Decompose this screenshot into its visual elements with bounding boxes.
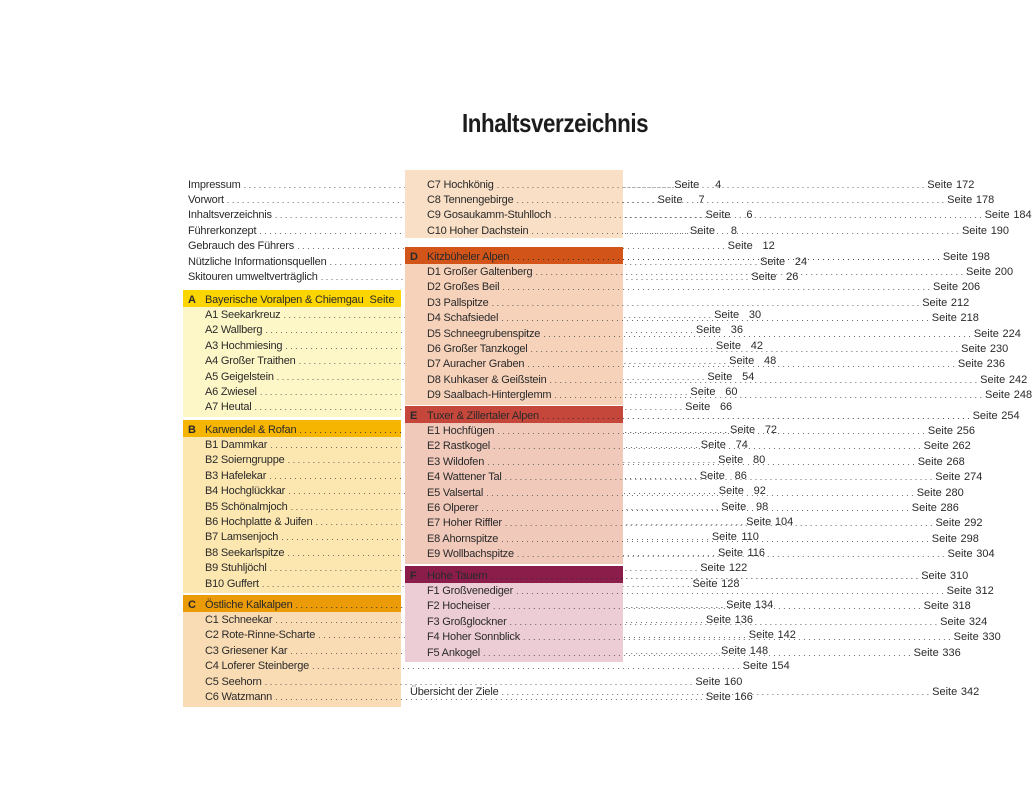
entry-title: A1 Seekarkreuz	[205, 308, 281, 321]
entry-title: Skitouren umweltverträglich	[188, 270, 318, 283]
page-word: Seite	[932, 281, 959, 294]
entry-title: Tuxer & Zillertaler Alpen	[427, 409, 539, 422]
entry-title: E2 Rastkogel	[427, 440, 491, 453]
page-number: 324	[968, 615, 988, 628]
entry-title: F3 Großglockner	[427, 615, 507, 628]
page-number: 336	[942, 646, 961, 659]
page-word: Seite	[718, 454, 744, 467]
section-code: C	[188, 598, 196, 611]
entry-title: E8 Ahornspitze	[427, 532, 499, 545]
entry-title: A4 Großer Traithen	[205, 355, 296, 368]
page-number: 172	[956, 178, 975, 191]
page-word: Seite	[931, 312, 957, 325]
section-code: D	[410, 250, 418, 263]
page-number: 330	[982, 631, 1001, 644]
entry-title: C3 Griesener Kar	[205, 644, 288, 657]
dot-leader	[502, 686, 930, 698]
section-header[interactable]	[188, 292, 396, 307]
page-number: 142	[777, 629, 796, 642]
page-number: 248	[1013, 389, 1032, 402]
page-word: Seite	[973, 327, 999, 340]
page-word: Seite	[746, 515, 772, 528]
page-number: 154	[771, 660, 790, 673]
page-number: 110	[741, 531, 759, 544]
entry-title: C9 Gosaukamm-Stuhlloch	[427, 209, 551, 222]
page-number: 236	[986, 358, 1005, 371]
dot-leader	[497, 425, 925, 437]
entry-title: B7 Lamsenjoch	[205, 531, 279, 544]
dot-leader	[527, 358, 955, 370]
toc-entry[interactable]	[188, 400, 733, 415]
entry-title: D8 Kuhkaser & Geißstein	[427, 373, 547, 386]
page-number: 224	[1002, 327, 1021, 340]
entry-title: D3 Pallspitze	[427, 296, 489, 309]
page-number: 184	[1013, 209, 1032, 222]
dot-leader	[512, 251, 940, 263]
page-number: 166	[734, 690, 753, 703]
dot-leader	[493, 600, 921, 612]
page-word: Seite	[369, 293, 395, 306]
page-word: Seite	[947, 193, 973, 206]
section-code: A	[188, 293, 196, 306]
page-word: Seite	[953, 631, 979, 644]
entry-title: D2 Großes Beil	[427, 281, 500, 294]
page-word: Seite	[927, 424, 953, 437]
page-word: Seite	[966, 265, 992, 278]
page-number: 292	[964, 517, 983, 530]
section-code: F	[410, 569, 417, 582]
entry-title: Führerkonzept	[188, 224, 257, 237]
page-number: 74	[735, 438, 748, 451]
entry-title: B9 Stuhljöchl	[205, 562, 267, 575]
entry-title: C7 Hochkönig	[427, 178, 494, 191]
dot-leader	[550, 374, 978, 386]
page-number: 256	[956, 424, 975, 437]
page-number: 6	[746, 209, 753, 222]
page-word: Seite	[695, 675, 721, 688]
page-word: Seite	[942, 250, 968, 263]
page-word: Seite	[911, 501, 937, 514]
page-number: 26	[786, 270, 799, 283]
page-word: Seite	[940, 615, 966, 628]
page-number: 66	[719, 401, 733, 414]
page-word: Seite	[923, 440, 949, 453]
entry-title: C10 Hoher Dachstein	[427, 224, 529, 237]
entry-title: D1 Großer Galtenberg	[427, 265, 533, 278]
page-word: Seite	[921, 569, 947, 582]
entry-title: B5 Schönalmjoch	[205, 500, 288, 513]
page-word: Seite	[700, 438, 726, 451]
dot-leader	[531, 225, 959, 237]
page-title: Inhaltsverzeichnis	[462, 108, 649, 138]
page-word: Seite	[922, 296, 948, 309]
page-number: 160	[724, 675, 743, 688]
entry-title: C8 Tennengebirge	[427, 193, 514, 206]
page-number: 310	[949, 569, 969, 582]
page-number: 4	[715, 178, 722, 191]
entry-title: E5 Valsertal	[427, 486, 484, 499]
page-word: Seite	[729, 355, 755, 368]
dot-leader	[491, 570, 919, 582]
page-word: Seite	[760, 255, 786, 268]
dot-leader	[487, 456, 915, 468]
entry-title: D7 Auracher Graben	[427, 358, 525, 371]
entry-title: D4 Schafsiedel	[427, 312, 499, 325]
page-word: Seite	[700, 562, 726, 575]
page-number: 30	[748, 308, 762, 321]
page-number: 7	[698, 193, 705, 206]
page-word: Seite	[917, 455, 943, 468]
toc-entry[interactable]	[410, 295, 970, 310]
page-number: 268	[946, 455, 965, 468]
entry-title: Impressum	[188, 178, 241, 191]
page-word: Seite	[935, 517, 961, 530]
page-number: 262	[952, 440, 971, 453]
page-word: Seite	[984, 209, 1010, 222]
page-word: Seite	[742, 660, 768, 673]
section-code: E	[410, 409, 418, 422]
page-word: Seite	[935, 471, 961, 484]
page-word: Seite	[980, 373, 1006, 386]
entry-title: F1 Großvenediger	[427, 584, 514, 597]
dot-leader	[543, 328, 971, 340]
toc-entry[interactable]	[410, 208, 1032, 223]
dot-leader	[516, 585, 944, 597]
page-number: 274	[963, 471, 983, 484]
page-word: Seite	[714, 308, 740, 321]
dot-leader	[535, 266, 963, 278]
entry-title: B2 Soierngruppe	[205, 454, 285, 467]
page-number: 98	[756, 500, 769, 513]
page-number: 190	[990, 224, 1010, 237]
page-number: 48	[763, 355, 777, 368]
entry-title: F4 Hoher Sonnblick	[427, 631, 521, 644]
page-number: 136	[734, 613, 753, 626]
page-word: Seite	[695, 324, 721, 337]
page-number: 318	[952, 600, 971, 613]
entry-title: E6 Olperer	[427, 501, 479, 514]
page-word: Seite	[931, 532, 957, 545]
dot-leader	[523, 631, 951, 643]
dot-leader	[502, 281, 930, 293]
dot-leader	[486, 487, 914, 499]
entry-title: B8 Seekarlspitze	[205, 546, 285, 559]
page-word: Seite	[707, 370, 733, 383]
dot-leader	[481, 502, 909, 514]
toc-entry[interactable]	[188, 239, 775, 254]
entry-title: Bayerische Voralpen & Chiemgau	[205, 293, 364, 306]
page-word: Seite	[721, 500, 747, 513]
page-number: 312	[975, 584, 994, 597]
toc-entry[interactable]	[410, 223, 1010, 238]
page-word: Seite	[690, 385, 716, 398]
entry-title: F2 Hocheiser	[427, 600, 491, 613]
page-number: 254	[1001, 409, 1020, 422]
page-word: Seite	[715, 339, 741, 352]
page-word: Seite	[957, 358, 983, 371]
page-word: Seite	[729, 423, 756, 436]
page-word: Seite	[751, 270, 777, 283]
page-number: 200	[994, 265, 1014, 278]
dot-leader	[554, 209, 982, 221]
section-code: B	[188, 423, 196, 436]
entry-title: C6 Watzmann	[205, 690, 273, 703]
entry-title: A3 Hochmiesing	[205, 339, 283, 352]
dot-leader	[497, 179, 925, 191]
page-number: 304	[976, 548, 995, 561]
page-number: 24	[794, 255, 808, 268]
page-number: 128	[721, 577, 740, 590]
entry-title: A5 Geigelstein	[205, 370, 274, 383]
page-number: 212	[950, 296, 970, 309]
dot-leader	[483, 644, 911, 659]
section-header[interactable]	[410, 408, 1020, 423]
entry-title: B1 Dammkar	[205, 438, 268, 451]
page-word: Seite	[961, 224, 988, 237]
page-word: Seite	[717, 546, 744, 559]
page-number: 86	[734, 469, 747, 482]
page-word: Seite	[705, 690, 731, 703]
entry-title: A2 Wallberg	[205, 324, 263, 337]
entry-title: B3 Hafelekar	[205, 469, 267, 482]
entry-title: C2 Rote-Rinne-Scharte	[205, 629, 316, 642]
dot-leader	[531, 343, 959, 355]
page-number: 92	[753, 485, 766, 498]
toc-entry[interactable]	[188, 659, 790, 674]
page-word: Seite	[692, 577, 718, 590]
page-number: 54	[742, 370, 755, 383]
page-word: Seite	[685, 401, 711, 414]
page-word: Seite	[711, 531, 737, 544]
page-number: 72	[764, 423, 778, 436]
toc-entry[interactable]	[188, 674, 743, 689]
page-word: Seite	[961, 342, 987, 355]
entry-title: Nützliche Informationsquellen	[188, 255, 327, 268]
dot-leader	[505, 471, 933, 483]
dot-leader	[492, 297, 920, 309]
page-number: 60	[725, 385, 738, 398]
toc-entry[interactable]	[410, 192, 995, 207]
page-number: 198	[971, 250, 990, 263]
page-word: Seite	[748, 629, 774, 642]
page-number: 122	[728, 562, 748, 575]
page-word: Seite	[727, 240, 753, 253]
page-number: 230	[989, 342, 1009, 355]
entry-title: C5 Seehorn	[205, 675, 262, 688]
entry-title: Übersicht der Ziele	[410, 685, 499, 698]
entry-title: Östliche Kalkalpen	[205, 598, 293, 611]
page-number: 242	[1008, 373, 1028, 386]
dot-leader	[554, 389, 982, 401]
page-number: 286	[940, 501, 959, 514]
entry-title: B6 Hochplatte & Juifen	[205, 515, 313, 528]
page-word: Seite	[946, 584, 972, 597]
dot-leader	[542, 410, 970, 422]
page-number: 342	[960, 685, 980, 698]
page-number: 178	[975, 193, 995, 206]
entry-title: C1 Schneekar	[205, 613, 273, 626]
entry-title: E9 Wollbachspitze	[427, 548, 514, 561]
dot-leader	[493, 440, 921, 452]
page-word: Seite	[972, 409, 998, 422]
entry-title: C4 Loferer Steinberge	[205, 660, 310, 673]
page-word: Seite	[913, 646, 939, 659]
toc-entry[interactable]	[410, 280, 981, 295]
entry-title: A7 Heutal	[205, 401, 252, 414]
entry-title: E4 Wattener Tal	[427, 471, 502, 484]
page-number: 80	[752, 454, 766, 467]
page-number: 36	[730, 324, 743, 337]
page-number: 298	[960, 532, 979, 545]
page-word: Seite	[932, 685, 958, 698]
page-word: Seite	[657, 193, 683, 206]
toc-entry[interactable]	[410, 177, 975, 192]
page-word: Seite	[674, 178, 700, 191]
page-number: 8	[730, 224, 737, 237]
page-number: 206	[961, 281, 981, 294]
page-number: 218	[960, 312, 979, 325]
page-number: 280	[945, 486, 964, 499]
page-word: Seite	[705, 209, 731, 222]
entry-title: Kitzbüheler Alpen	[427, 250, 510, 263]
entry-title: E7 Hoher Riffler	[427, 517, 502, 530]
dot-leader	[517, 548, 945, 560]
page-number: 42	[750, 339, 763, 352]
entry-title: Vorwort	[188, 193, 224, 206]
entry-title: D6 Großer Tanzkogel	[427, 342, 528, 355]
dot-leader	[517, 194, 945, 206]
page-number: 134	[754, 598, 774, 611]
page-word: Seite	[726, 598, 752, 611]
entry-title: D9 Saalbach-Hinterglemm	[427, 389, 552, 402]
page-word: Seite	[720, 644, 747, 657]
entry-title: Gebrauch des Führers	[188, 240, 295, 253]
entry-title: B10 Guffert	[205, 577, 259, 590]
page-word: Seite	[947, 548, 973, 561]
entry-title: E3 Wildofen	[427, 455, 485, 468]
page-word: Seite	[699, 469, 725, 482]
page-word: Seite	[916, 486, 942, 499]
dot-leader	[510, 613, 938, 628]
page-word: Seite	[985, 389, 1011, 402]
entry-title: Hohe Tauern	[427, 569, 488, 582]
page-number: 116	[747, 546, 766, 559]
entry-title: E1 Hochfügen	[427, 424, 495, 437]
entry-title: Inhaltsverzeichnis	[188, 209, 272, 222]
entry-title: D5 Schneegrubenspitze	[427, 327, 541, 340]
page-word: Seite	[705, 613, 731, 626]
entry-title: F5 Ankogel	[427, 646, 481, 659]
entry-title: Karwendel & Rofan	[205, 423, 297, 436]
dot-leader	[501, 312, 929, 324]
entry-title: B4 Hochglückkar	[205, 485, 286, 498]
page-number: 12	[762, 240, 775, 253]
page-word: Seite	[689, 224, 715, 237]
page-number: 148	[749, 644, 769, 657]
page-word: Seite	[927, 178, 953, 191]
entry-title: A6 Zwiesel	[205, 385, 257, 398]
dot-leader	[505, 517, 933, 529]
page-word: Seite	[718, 485, 744, 498]
page-number: 104	[774, 515, 794, 528]
dot-leader	[501, 533, 929, 545]
page-word: Seite	[923, 600, 949, 613]
